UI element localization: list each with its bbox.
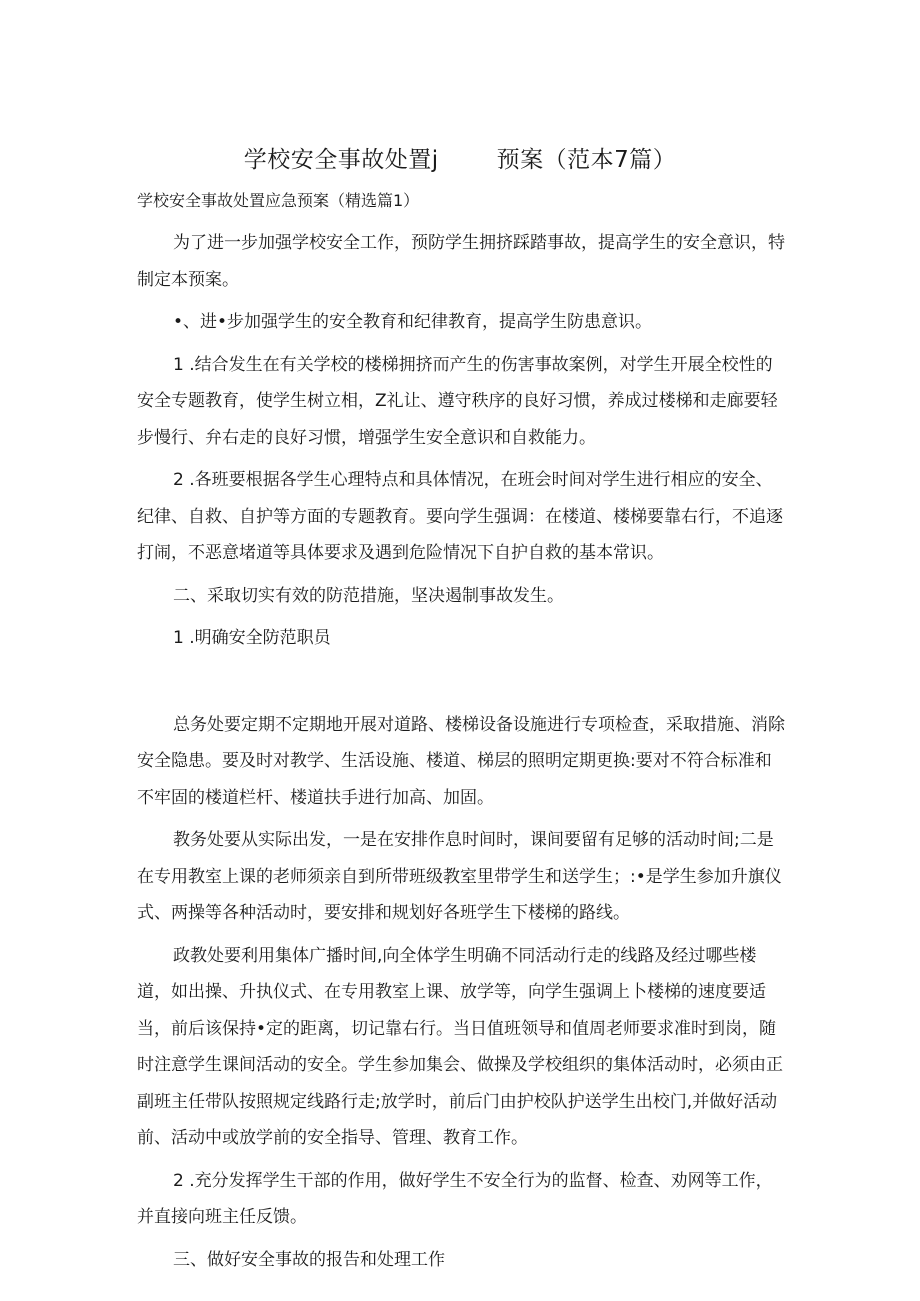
paragraph-section-2: 二、采取切实有效的防范措施，坚决遏制事故发生。: [173, 585, 564, 606]
paragraph-general-affairs: 总务处要定期不定期地开展对道路、楼梯设备设施进行专项检查，采取措施、消除安全隐患。要及时对教学、生活设施、楼道、梯层的照明定期更换:要对不符合标准和不牢固的楼道栏杆、楼道扶手进行加高、加固。: [137, 714, 785, 808]
document-title: [0, 143, 920, 177]
title-part-1: 学校安全事故处置j: [243, 147, 439, 173]
paragraph-section-3: 三、做好安全事故的报告和处理工作: [173, 1249, 445, 1270]
document-body: [137, 225, 787, 1278]
paragraph-political-affairs: 政教处要利用集体广播时间,向全体学生明确不同活动行走的线路及经过哪些楼道，如出操、升执仪式、在专用教室上课、放学等，向学生强调上卜楼梯的速度要适当，前后该保持•定的距离，切记靠右行。当日值班领导和值周老师要求准时到岗，随时注意学生课间活动的安全。学生参加集会、做操及学校组织的集体活动时，必须由正副班主任带队按照规定线路行走;放学时，前后门由护校队护送学生出校门,并做好活动前、活动中或放学前的安全指导、管理、教育工作。: [137, 945, 783, 1148]
title-part-2: 预案（范本7篇）: [496, 147, 677, 173]
paragraph-item-2-2: 2 .充分发挥学生干部的作用，做好学生不安全行为的监督、检查、劝网等工作，并直接向班主任反馈。: [137, 1170, 773, 1227]
paragraph-academic-affairs: 教务处要从实际出发，一是在安排作息时间时，课间要留有足够的活动时间;二是在专用教室上课的老师须亲自到所带班级教室里带学生和送学生；:•是学生参加升旗仪式、两操等各种活动时，要安排和规划好各班学生下楼梯的路线。: [137, 830, 782, 923]
paragraph-intro: 为了进一步加强学校安全工作，预防学生拥挤踩踏事故，提高学生的安全意识，特制定本预案。: [137, 233, 785, 290]
paragraph-item-1-1: 1 .结合发生在有关学校的楼梯拥挤而产生的伤害事故案例，对学生开展全校性的安全专题教育，使学生树立相，Z礼让、遵守秩序的良好习惯，养成过楼梯和走廊要轻步慢行、弁右走的良好习惯，增强学生安全意识和自救能力。: [137, 354, 778, 448]
paragraph-item-2-1: 1 .明确安全防范职员: [173, 628, 331, 648]
paragraph-item-1-2: 2 .各班要根据各学生心理特点和具体情况，在班会时间对学生进行相应的安全、纪律、自救、自护等方面的专题教育。要向学生强调：在楼道、楼梯要靠右行，不追逐打闹，不恶意堵道等具体要求及遇到危险情况下自护自救的基本常识。: [137, 470, 783, 563]
paragraph-section-1: •、进•步加强学生的安全教育和纪律教育，提高学生防患意识。: [173, 312, 653, 332]
section-subtitle: 学校安全事故处置应急预案（精选篇1）: [137, 191, 420, 210]
